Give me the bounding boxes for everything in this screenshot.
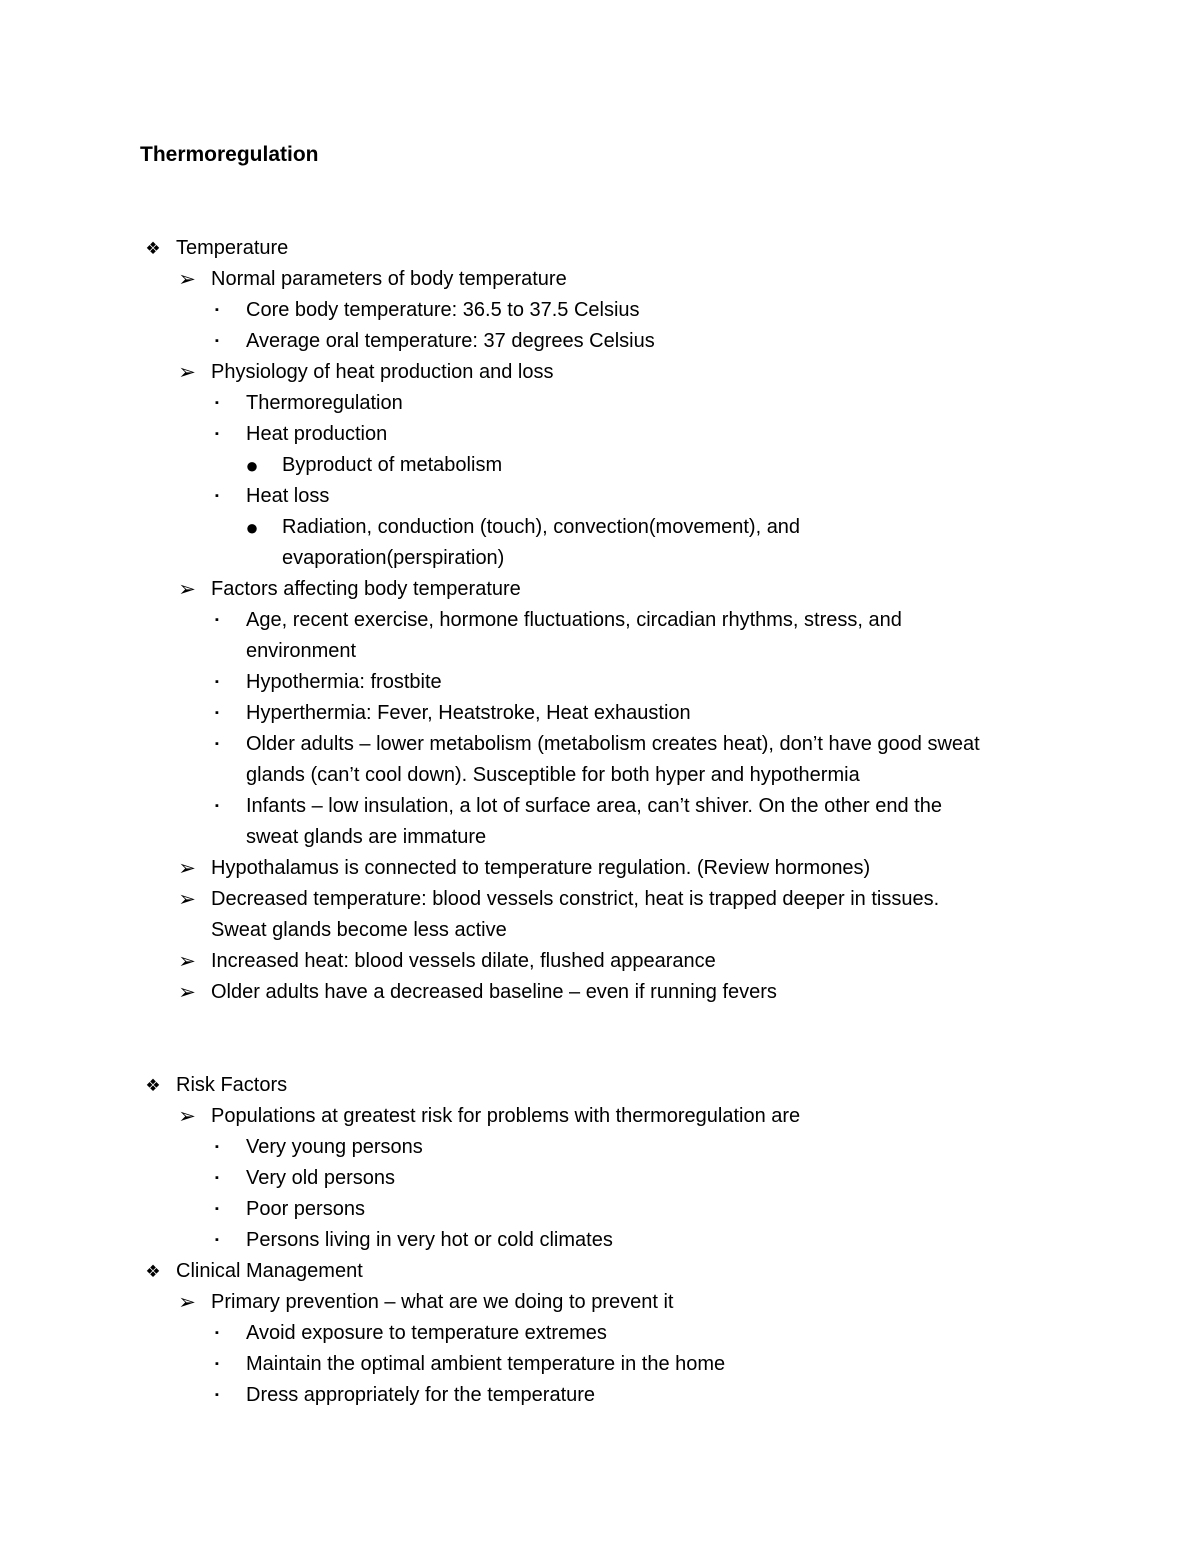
list-item-text: Dress appropriately for the temperature [246,1384,596,1406]
list-item [0,915,1200,946]
list-item-text: Increased heat: blood vessels dilate, flushed appearance [211,950,716,972]
square-bullet-icon: ▪ [215,1141,219,1153]
list-item-text: glands (can’t cool down). Susceptible for both hyper and hypothermia [246,764,860,786]
list-item [0,729,1200,760]
arrow-bullet-icon: ➢ [178,1105,196,1128]
list-item-text: Avoid exposure to temperature extremes [246,1322,607,1344]
list-item-text: Normal parameters of body temperature [211,268,567,290]
list-item-text: Average oral temperature: 37 degrees Celsius [246,330,655,352]
list-item [0,1194,1200,1225]
square-bullet-icon: ▪ [215,676,219,688]
list-item [0,977,1200,1008]
square-bullet-icon: ▪ [215,428,219,440]
list-item [0,357,1200,388]
square-bullet-icon: ▪ [215,1327,219,1339]
list-item [0,1318,1200,1349]
arrow-bullet-icon: ➢ [178,361,196,384]
list-item-text: Older adults have a decreased baseline – even if running fevers [211,981,777,1003]
section-heading: Clinical Management [176,1260,363,1282]
diamond-bullet-icon: ❖ [145,1262,161,1281]
list-item [0,667,1200,698]
square-bullet-icon: ▪ [215,738,219,750]
list-item [0,884,1200,915]
list-item [0,636,1200,667]
list-item [0,1163,1200,1194]
list-item [0,1287,1200,1318]
square-bullet-icon: ▪ [215,335,219,347]
list-item [0,853,1200,884]
list-item [0,264,1200,295]
list-item-text: environment [246,640,357,662]
list-item [0,605,1200,636]
arrow-bullet-icon: ➢ [178,578,196,601]
list-item [0,791,1200,822]
list-item [0,822,1200,853]
list-item-text: Thermoregulation [246,392,403,414]
square-bullet-icon: ▪ [215,397,219,409]
list-item-text: Core body temperature: 36.5 to 37.5 Celsius [246,299,640,321]
section-heading-line [0,233,1200,264]
list-item [0,388,1200,419]
list-item-text: Factors affecting body temperature [211,578,521,600]
list-item [0,698,1200,729]
list-item [0,946,1200,977]
list-item-text: Radiation, conduction (touch), convection(movement), and [282,516,801,538]
list-item [0,1132,1200,1163]
list-item [0,419,1200,450]
list-item-text: Physiology of heat production and loss [211,361,554,383]
arrow-bullet-icon: ➢ [178,950,196,973]
list-item [0,450,1200,481]
outline-list [0,233,1200,1411]
list-item [0,760,1200,791]
section-heading-line [0,1256,1200,1287]
dot-bullet-icon: ● [245,515,259,540]
list-item-text: Hypothalamus is connected to temperature regulation. (Review hormones) [211,857,871,879]
diamond-bullet-icon: ❖ [145,239,161,258]
list-item [0,1101,1200,1132]
list-item-text: Populations at greatest risk for problems with thermoregulation are [211,1105,801,1127]
list-item [0,512,1200,543]
list-item-text: Decreased temperature: blood vessels constrict, heat is trapped deeper in tissues. [211,888,940,910]
list-item-text: Hyperthermia: Fever, Heatstroke, Heat exhaustion [246,702,691,724]
square-bullet-icon: ▪ [215,707,219,719]
list-item-text: Poor persons [246,1198,365,1220]
square-bullet-icon: ▪ [215,1172,219,1184]
list-item-text: Heat production [246,423,388,445]
square-bullet-icon: ▪ [215,1234,219,1246]
square-bullet-icon: ▪ [215,1389,219,1401]
diamond-bullet-icon: ❖ [145,1076,161,1095]
list-item-text: sweat glands are immature [246,826,487,848]
arrow-bullet-icon: ➢ [178,1291,196,1314]
list-item-text: Older adults – lower metabolism (metabolism creates heat), don’t have good sweat [246,733,980,755]
list-item [0,326,1200,357]
square-bullet-icon: ▪ [215,1203,219,1215]
blank-spacer [0,1008,1200,1070]
section-heading-line [0,1070,1200,1101]
square-bullet-icon: ▪ [215,614,219,626]
section-heading: Temperature [176,237,289,259]
square-bullet-icon: ▪ [215,490,219,502]
list-item-text: Very old persons [246,1167,395,1189]
list-item-text: Maintain the optimal ambient temperature in the home [246,1353,726,1375]
list-item [0,1380,1200,1411]
arrow-bullet-icon: ➢ [178,888,196,911]
list-item [0,295,1200,326]
list-item [0,574,1200,605]
list-item-text: Infants – low insulation, a lot of surface area, can’t shiver. On the other end the [246,795,942,817]
arrow-bullet-icon: ➢ [178,857,196,880]
square-bullet-icon: ▪ [215,800,219,812]
document-title: Thermoregulation [140,143,319,166]
list-item-text: Sweat glands become less active [211,919,507,941]
square-bullet-icon: ▪ [215,304,219,316]
list-item-text: Primary prevention – what are we doing to prevent it [211,1291,674,1313]
list-item [0,543,1200,574]
arrow-bullet-icon: ➢ [178,981,196,1004]
list-item-text: Byproduct of metabolism [282,454,503,476]
list-item [0,1349,1200,1380]
list-item-text: Very young persons [246,1136,423,1158]
list-item-text: Heat loss [246,485,330,507]
arrow-bullet-icon: ➢ [178,268,196,291]
dot-bullet-icon: ● [245,453,259,478]
list-item-text: Age, recent exercise, hormone fluctuations, circadian rhythms, stress, and [246,609,902,631]
list-item-text: evaporation(perspiration) [282,547,505,569]
list-item-text: Hypothermia: frostbite [246,671,442,693]
list-item [0,481,1200,512]
list-item-text: Persons living in very hot or cold climates [246,1229,613,1251]
section-heading: Risk Factors [176,1074,288,1096]
list-item [0,1225,1200,1256]
square-bullet-icon: ▪ [215,1358,219,1370]
